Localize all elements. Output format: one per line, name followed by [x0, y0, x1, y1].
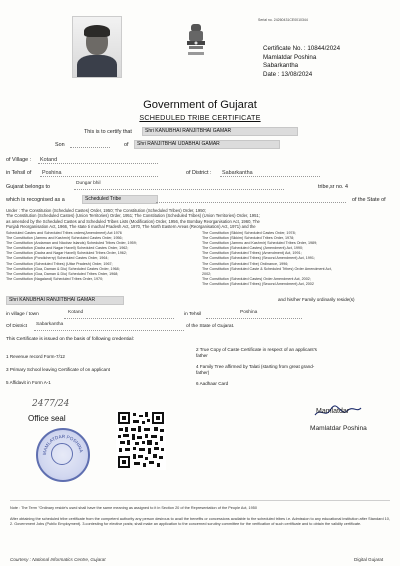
father-name: Shri RANJITBHAI UDABHAI GAMAR — [134, 140, 280, 149]
order-item: The Constitution (Scheduled Tribe) Ordinance, 1996; — [202, 261, 289, 266]
svg-text:MAMLATDAR POSHINA: MAMLATDAR POSHINA — [41, 433, 84, 456]
credential-item: 5 Affidavit in Form A-1 — [6, 380, 51, 385]
order-item: The Constitution (Jammu and Kashmir) Scheduled Tribes Order, 1989; — [202, 241, 318, 246]
credentials-intro: This Certificate is issued on the basis of following credential: — [6, 337, 134, 342]
serial-number: Serial no. 24260431CE0010344 — [258, 18, 308, 22]
digital-gujarat-label: Digital Gujarat — [354, 557, 384, 562]
district-label: of District : — [186, 170, 212, 176]
category-line — [156, 202, 346, 203]
footer-note: Note : The Term "Ordinary reside's used shall have the same meaning as assigned to it in Section 20 of the Representation of the People Act, 1950 — [10, 506, 257, 510]
of-label: of — [124, 142, 129, 148]
signatory-name: Mamlatdar Poshina — [310, 425, 367, 432]
residence-village: Kotand — [68, 310, 84, 315]
applicant-name: Shri KANUBHAI RANJITBHAI GAMAR — [142, 127, 298, 136]
credential-item: 3 Primary School leaving Certificate of on applicant — [6, 367, 110, 372]
credential-item: 2 True Copy of Caste Certificate in respect of an applicant's father — [196, 347, 317, 359]
tribe-name: Dungar bhil — [76, 181, 101, 186]
order-item: The Constitution (Sikkim) Scheduled Tribes Order, 1978; — [202, 236, 295, 241]
order-item: The Constitution (Sikkim) Scheduled Castes Order, 1978; — [202, 231, 296, 235]
order-item: Scheduled Castes and Scheduled Tribes orders(Amendment) Act 1976 — [6, 231, 122, 235]
office-seal-stamp — [36, 428, 90, 482]
certificate-number: Certificate No. : 10844/2024 — [263, 45, 341, 52]
residence-village-line — [64, 318, 174, 319]
order-item: The Constitution (Dadra and Nagar Haveli) Scheduled Tribes Order, 1962; — [6, 251, 127, 256]
page-title: Government of Gujarat — [143, 99, 257, 111]
residence-state-suffix: of the State of Gujarat. — [186, 324, 235, 329]
credentials-right — [196, 347, 326, 387]
footer-instructions: After obtaining the scheduled tribe certificate from the competent authority any person desirous to avail the benefits or concessions available to the scheduled tribes i.e. Admission to any educational institution after Standard 10, 2. Government Jobs (Public Employment). 3.contesting for elective posts; shall make an application to the concerned scrutiny committee for the verification of such certificate and to obtain the validity certificate. — [10, 517, 390, 527]
credentials-left — [6, 350, 186, 389]
order-item: The Constitution (Scheduled Tribes) (Second Amendment) Act, 1991; — [202, 256, 315, 261]
order-item: The Constitution (Goa, Daman & Diu) Scheduled Tribes Order, 1968; — [6, 271, 119, 276]
son-line — [70, 147, 110, 148]
residence-district: Sabarkantha — [36, 322, 64, 327]
residence-village-label: in village / town — [6, 312, 39, 317]
order-item: The Constitution (Nagaland) Scheduled Tribes Order, 1970; — [6, 276, 104, 281]
order-item: The Constitution (Scheduled Tribes) (Uttar Pradesh) Order, 1967; — [6, 261, 113, 266]
signature-title: Mamlatdar — [316, 408, 350, 415]
recognised-prefix: which is recognised as a — [6, 197, 65, 203]
residence-district-label: Of District — [6, 324, 28, 329]
order-item: The Constitution (Scheduled Caste & Scheduled Tribes) Order Amendment Act, — [202, 266, 332, 271]
son-label: Son — [55, 142, 65, 148]
order-item: 2002; — [202, 271, 212, 276]
village-value: Kotand — [40, 157, 58, 163]
category-value: Scheduled Tribe — [82, 195, 158, 204]
office-seal-label: Office seal — [28, 414, 66, 423]
orders-right-column — [202, 231, 394, 287]
order-item: The Constitution (Scheduled Tribes) (Second Amendment) Act, 2002 — [202, 281, 314, 286]
resident-name: Shri KANUBHAI RANJITBHAI GAMAR — [6, 296, 124, 305]
issue-date: Date : 13/08/2024 — [263, 70, 313, 78]
footer-divider — [10, 500, 390, 501]
orders-left-column — [6, 231, 196, 282]
qr-code — [116, 410, 166, 470]
under-line: The Constitution (Scheduled Castes) (Union Territories) Order, 1951; The Constitution (Scheduled Tribes) (Union Territories) Order, 1951; — [6, 213, 260, 219]
credential-item: 1 Revenue record Form-7/12 — [6, 354, 65, 359]
certify-prefix: This is to certify that — [84, 129, 132, 135]
tehsil-label: in Tehsil of — [6, 170, 32, 176]
order-item: The Constitution (Andaman and Nicobar Islands) Scheduled Tribes Order, 1959; — [6, 241, 137, 246]
tribe-sr: tribe,sr no. 4 — [318, 184, 348, 190]
order-item: The Constitution (Goa, Daman & Diu) Scheduled Castes Order, 1968; — [6, 266, 120, 271]
order-item: The Constitution (Dadra and Nagar Haveli) Scheduled Castes Order, 1962; — [6, 246, 129, 251]
tehsil-line — [40, 176, 158, 177]
handwritten-number: 2477/24 — [32, 399, 70, 409]
residence-tehsil: Poshina — [240, 310, 258, 315]
order-item: The Constitution (Scheduled Castes) Order Amendment Act, 2002; — [202, 276, 311, 281]
courtesy-text: Courtesy : National Informatics Centre, Gujarat — [10, 557, 106, 562]
seal-lettering — [38, 430, 88, 480]
credential-item: 4 Family Tree affirmed by Talati (starting from great grand-father) — [196, 363, 315, 376]
resides-suffix: and his/her Family ordinarily reside(s) — [278, 297, 355, 302]
district-line — [220, 176, 320, 177]
under-line: Under : The Constitution (Scheduled Castes) Order, 1950; The Constitution (Scheduled Tribes) Order, 1950; — [6, 208, 207, 213]
village-label: of Village : — [6, 157, 32, 163]
tehsil-value: Poshina — [42, 170, 62, 176]
credential-item: 6 Aadhaar Card — [196, 380, 229, 386]
under-line: Punjab Reorganisation Act, 1966, The state ti machal Pradesh Act, 1970, The North Eastern Areas (Reorganisation) Act, 1971) and the — [6, 224, 256, 230]
order-item: The Constitution (Pondicherry) Scheduled Castes Order, 1964; — [6, 256, 109, 261]
residence-district-line — [34, 330, 184, 331]
issuer-district: Sabarkantha — [263, 62, 299, 70]
tribe-line — [74, 189, 284, 190]
belongs-label: Gujarat belongs to — [6, 184, 51, 190]
district-value: Sabarkantha — [222, 170, 253, 176]
order-item: The Constitution (Jammu and Kashmir) Scheduled Castes Order, 1956; — [6, 236, 123, 241]
certificate-title: SCHEDULED TRIBE CERTIFICATE — [139, 113, 261, 122]
residence-tehsil-line — [206, 318, 302, 319]
state-emblem-icon — [183, 22, 209, 62]
residence-tehsil-label: in Tehsil — [184, 312, 202, 317]
certificate-info — [263, 45, 340, 79]
village-line — [38, 163, 158, 164]
order-item: The Constitution (Scheduled Tribes) (Amendment) Act, 1991; — [202, 251, 302, 256]
recognised-suffix: of the State of — [352, 197, 386, 203]
under-line: as amended by the Scheduled Castes and Scheduled Tribes Lists (Modification) Order, 1956, the Bombay Reorganisation Act, 1960, The — [6, 218, 260, 224]
applicant-photo — [72, 16, 122, 78]
legal-under-block — [6, 208, 394, 230]
order-item: The Constitution (Scheduled Castes) (Amendment) Act, 1990; — [202, 246, 304, 251]
issuer-office: Mamlatdar Poshina — [263, 53, 317, 61]
